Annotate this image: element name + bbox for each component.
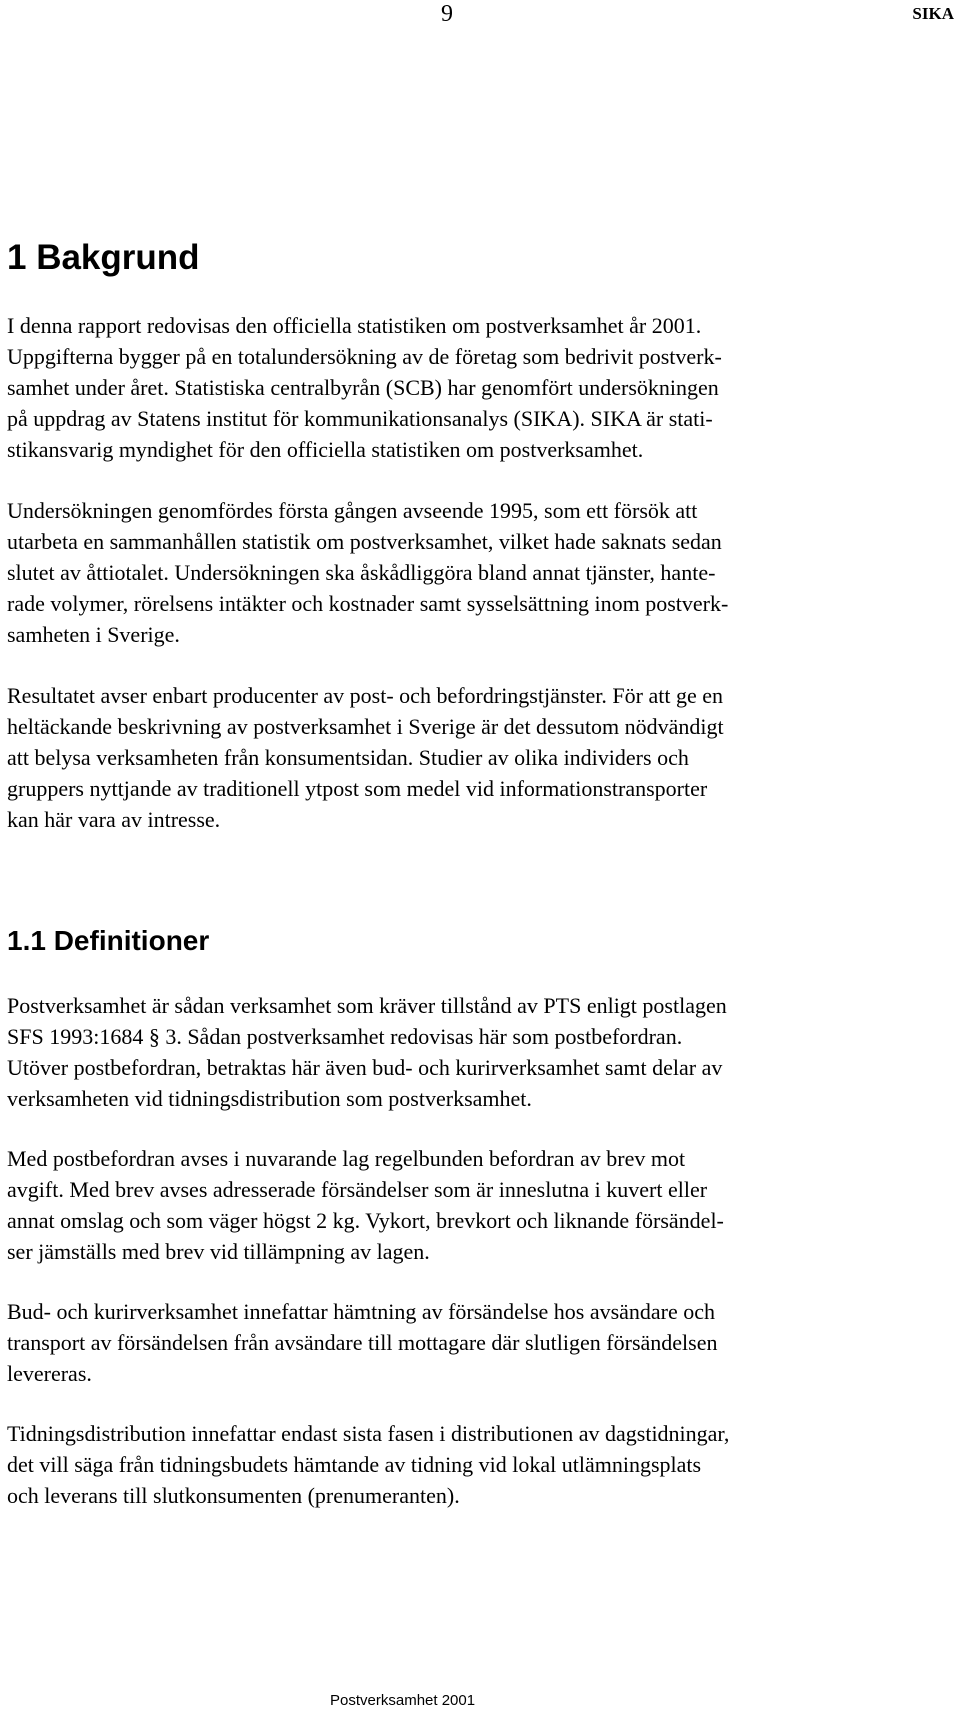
- text-line: Resultatet avser enbart producenter av post- och befordringstjänster. För att ge en: [7, 683, 723, 708]
- text-line: heltäckande beskrivning av postverksamhet i Sverige är det dessutom nödvändigt: [7, 714, 724, 739]
- paragraph-definitions-4: [7, 1418, 907, 1511]
- text-line: Undersökningen genomfördes första gången avseende 1995, som ett försök att: [7, 498, 698, 523]
- text-line: slutet av åttiotalet. Undersökningen ska åskådliggöra bland annat tjänster, hante-: [7, 560, 716, 585]
- text-line: Tidningsdistribution innefattar endast sista fasen i distributionen av dagstidningar,: [7, 1421, 730, 1446]
- text-line: att belysa verksamheten från konsumentsidan. Studier av olika individers och: [7, 745, 689, 770]
- text-line: det vill säga från tidningsbudets hämtande av tidning vid lokal utlämningsplats: [7, 1452, 702, 1477]
- page-footer: Postverksamhet 2001: [330, 1692, 476, 1709]
- text-line: rade volymer, rörelsens intäkter och kostnader samt sysselsättning inom postverk-: [7, 591, 729, 616]
- text-line: stikansvarig myndighet för den officiella statistiken om postverksamhet.: [7, 437, 644, 462]
- text-line: transport av försändelsen från avsändare till mottagare där slutligen försändelsen: [7, 1330, 718, 1355]
- chapter-heading: 1 Bakgrund: [7, 238, 200, 277]
- paragraph-definitions-3: [7, 1296, 907, 1389]
- text-line: annat omslag och som väger högst 2 kg. Vykort, brevkort och liknande försändel-: [7, 1208, 724, 1233]
- text-line: och leverans till slutkonsumenten (prenumeranten).: [7, 1483, 460, 1508]
- text-line: SFS 1993:1684 § 3. Sådan postverksamhet redovisas här som postbefordran.: [7, 1024, 683, 1049]
- text-line: Bud- och kurirverksamhet innefattar hämtning av försändelse hos avsändare och: [7, 1299, 716, 1324]
- text-line: på uppdrag av Statens institut för kommunikationsanalys (SIKA). SIKA är stati-: [7, 406, 713, 431]
- text-line: I denna rapport redovisas den officiella statistiken om postverksamhet år 2001.: [7, 313, 702, 338]
- running-header-title: SIKA: [912, 4, 954, 23]
- text-line: Uppgifterna bygger på en totalundersökning av de företag som bedrivit postverk-: [7, 344, 722, 369]
- paragraph-definitions-2: [7, 1143, 907, 1267]
- text-line: samhet under året. Statistiska centralbyrån (SCB) har genomfört undersökningen: [7, 375, 719, 400]
- text-line: gruppers nyttjande av traditionell ytpost som medel vid informationstransporter: [7, 776, 708, 801]
- section-heading: 1.1 Definitioner: [7, 925, 210, 956]
- paragraph-chapter-1: [7, 310, 907, 465]
- text-line: levereras.: [7, 1361, 92, 1386]
- text-line: kan här vara av intresse.: [7, 807, 221, 832]
- paragraph-chapter-3: [7, 680, 907, 835]
- text-line: Med postbefordran avses i nuvarande lag regelbunden befordran av brev mot: [7, 1146, 686, 1171]
- text-line: avgift. Med brev avses adresserade försändelser som är inneslutna i kuvert eller: [7, 1177, 708, 1202]
- text-line: Postverksamhet är sådan verksamhet som kräver tillstånd av PTS enligt postlagen: [7, 993, 727, 1018]
- page-number: 9: [441, 1, 453, 27]
- text-line: Utöver postbefordran, betraktas här även bud- och kurirverksamhet samt delar av: [7, 1055, 723, 1080]
- text-line: utarbeta en sammanhållen statistik om postverksamhet, vilket hade saknats sedan: [7, 529, 722, 554]
- text-line: ser jämställs med brev vid tillämpning av lagen.: [7, 1239, 430, 1264]
- paragraph-chapter-2: [7, 495, 907, 650]
- paragraph-definitions-1: [7, 990, 907, 1114]
- text-line: samheten i Sverige.: [7, 622, 180, 647]
- text-line: verksamheten vid tidningsdistribution som postverksamhet.: [7, 1086, 532, 1111]
